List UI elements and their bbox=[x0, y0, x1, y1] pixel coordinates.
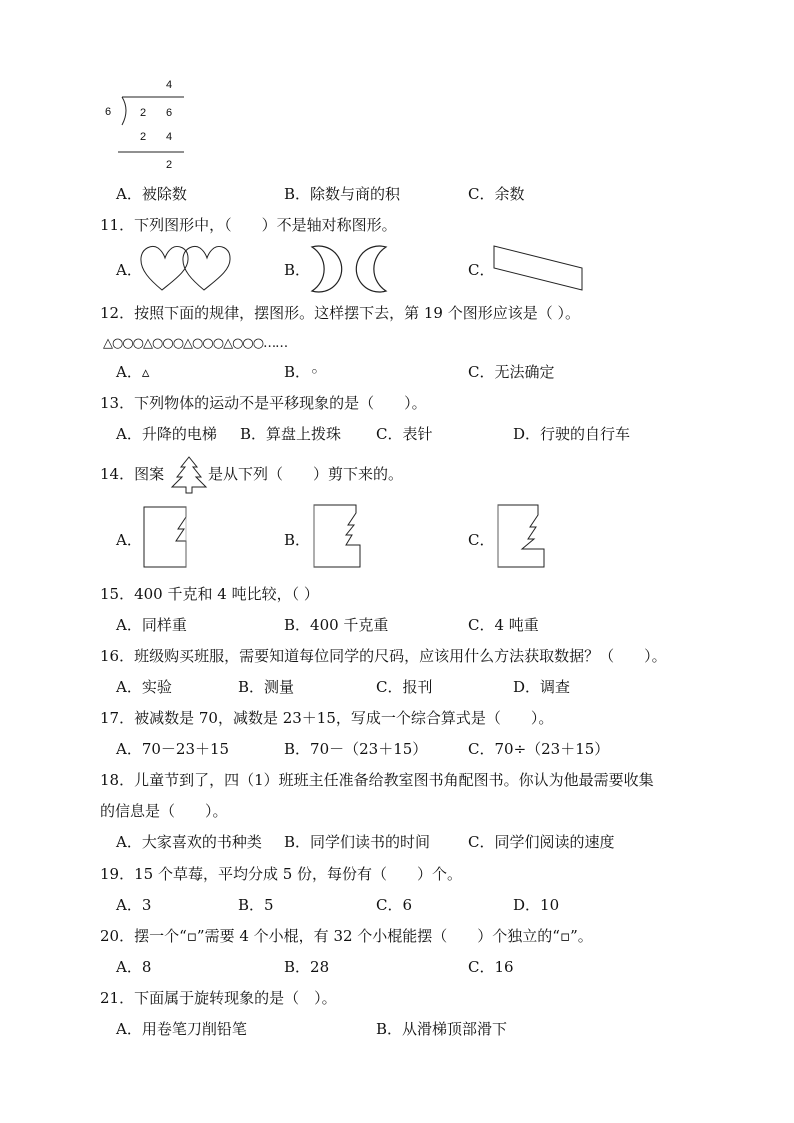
division-product-digit: 2 bbox=[140, 131, 147, 143]
q20-option-b[interactable]: B．28 bbox=[284, 958, 330, 976]
q19-option-a[interactable]: A．3 bbox=[116, 896, 152, 914]
q19-option-c[interactable]: C．6 bbox=[376, 896, 413, 914]
folded-paper-b-icon bbox=[308, 503, 364, 571]
q18-text-continued: 的信息是（ ）。 bbox=[100, 802, 228, 820]
q16-option-b[interactable]: B．测量 bbox=[238, 678, 295, 696]
q10-option-c[interactable]: C．余数 bbox=[468, 185, 525, 203]
division-dividend-digit: 2 bbox=[140, 107, 147, 119]
q18-text: 18．儿童节到了，四（1）班班主任准备给教室图书角配图书。你认为他最需要收集 bbox=[100, 771, 654, 789]
folded-paper-c-icon bbox=[494, 503, 550, 571]
division-quotient: 4 bbox=[166, 79, 173, 91]
q17-option-a[interactable]: A．70－23＋15 bbox=[116, 740, 230, 758]
q10-option-a[interactable]: A．被除数 bbox=[116, 185, 187, 203]
q15-option-b[interactable]: B．400 千克重 bbox=[284, 616, 389, 634]
division-dividend-digit: 6 bbox=[166, 107, 173, 119]
q15-option-a[interactable]: A．同样重 bbox=[116, 616, 187, 634]
q17-option-c[interactable]: C．70÷（23＋15） bbox=[468, 740, 610, 758]
q14-text-before: 14．图案 bbox=[100, 465, 165, 483]
q10-option-b[interactable]: B．除数与商的积 bbox=[284, 185, 401, 203]
q15-text: 15．400 千克和 4 吨比较，（ ） bbox=[100, 585, 319, 603]
q21-text: 21．下面属于旋转现象的是（ ）。 bbox=[100, 989, 337, 1007]
q12-option-a[interactable]: A．▵ bbox=[116, 363, 150, 381]
q11-option-b[interactable]: B． bbox=[284, 261, 311, 279]
q16-option-a[interactable]: A．实验 bbox=[116, 678, 172, 696]
q12-text: 12．按照下面的规律，摆图形。这样摆下去，第 19 个图形应该是（ ）。 bbox=[100, 304, 580, 322]
q12-option-c[interactable]: C．无法确定 bbox=[468, 363, 555, 381]
q19-text: 19．15 个草莓，平均分成 5 份，每份有（ ）个。 bbox=[100, 865, 463, 883]
q14-text-after: 是从下列（ ）剪下来的。 bbox=[208, 465, 404, 483]
division-bracket bbox=[100, 75, 190, 175]
q17-text: 17．被减数是 70，减数是 23＋15，写成一个综合算式是（ ）。 bbox=[100, 709, 554, 727]
division-remainder: 2 bbox=[166, 159, 173, 171]
q13-option-a[interactable]: A．升降的电梯 bbox=[116, 425, 217, 443]
q14-option-b[interactable]: B． bbox=[284, 531, 311, 549]
q14-option-a[interactable]: A． bbox=[116, 531, 142, 549]
q13-option-d[interactable]: D．行驶的自行车 bbox=[513, 425, 631, 443]
facing-crescents-icon bbox=[306, 243, 392, 295]
q17-option-b[interactable]: B．70－（23＋15） bbox=[284, 740, 428, 758]
q13-option-c[interactable]: C．表针 bbox=[376, 425, 433, 443]
q16-option-c[interactable]: C．报刊 bbox=[376, 678, 433, 696]
q12-option-b[interactable]: B．◦ bbox=[284, 363, 319, 381]
q21-option-b[interactable]: B．从滑梯顶部滑下 bbox=[376, 1020, 508, 1038]
long-division-figure bbox=[100, 75, 190, 175]
q20-text: 20．摆一个“▫”需要 4 个小棍，有 32 个小棍能摆（ ）个独立的“▫”。 bbox=[100, 927, 593, 945]
q20-option-c[interactable]: C．16 bbox=[468, 958, 514, 976]
q14-option-c[interactable]: C． bbox=[468, 531, 495, 549]
q15-option-c[interactable]: C．4 吨重 bbox=[468, 616, 539, 634]
tree-pattern-icon bbox=[170, 455, 208, 495]
q11-option-c[interactable]: C． bbox=[468, 261, 495, 279]
crossed-triangles-icon bbox=[490, 244, 588, 292]
q19-option-b[interactable]: B．5 bbox=[238, 896, 274, 914]
q18-option-b[interactable]: B．同学们读书的时间 bbox=[284, 833, 431, 851]
q13-option-b[interactable]: B．算盘上拨珠 bbox=[240, 425, 342, 443]
q16-option-d[interactable]: D．调查 bbox=[513, 678, 571, 696]
q16-text: 16．班级购买班服，需要知道每位同学的尺码，应该用什么方法获取数据？（ ）。 bbox=[100, 647, 667, 665]
q19-option-d[interactable]: D．10 bbox=[513, 896, 560, 914]
q20-option-a[interactable]: A．8 bbox=[116, 958, 152, 976]
q13-text: 13．下列物体的运动不是平移现象的是（ ）。 bbox=[100, 394, 427, 412]
division-product-digit: 4 bbox=[166, 131, 173, 143]
q18-option-c[interactable]: C．同学们阅读的速度 bbox=[468, 833, 615, 851]
division-divisor: 6 bbox=[105, 106, 112, 118]
q21-option-a[interactable]: A．用卷笔刀削铅笔 bbox=[116, 1020, 247, 1038]
q12-shape-sequence: △○○○△○○○△○○○△○○○…… bbox=[103, 336, 288, 351]
q18-option-a[interactable]: A．大家喜欢的书种类 bbox=[116, 833, 262, 851]
q11-option-a[interactable]: A． bbox=[116, 261, 142, 279]
folded-paper-a-icon bbox=[140, 505, 194, 571]
two-hearts-icon bbox=[138, 242, 232, 294]
q11-text: 11．下列图形中，（ ）不是轴对称图形。 bbox=[100, 216, 397, 234]
